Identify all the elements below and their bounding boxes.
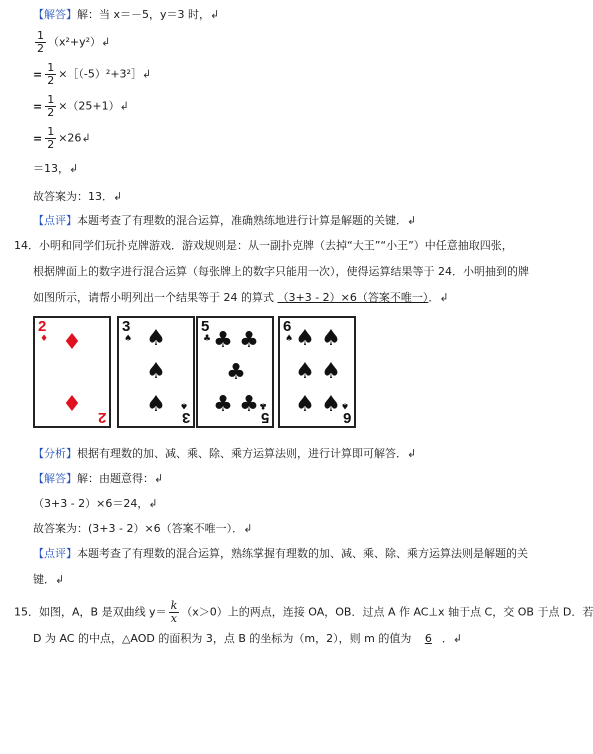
answer-14: 故答案为：(3+3 - 2）×6（答案不唯一）．↲ (33, 522, 253, 535)
comment-14-line-2: 键．↲ (33, 573, 65, 586)
answer-blank: 6 (424, 632, 432, 645)
analysis-tag: 【分析】 (33, 447, 77, 460)
club-icon: ♣ (213, 392, 233, 417)
question-14-line-1: 14．小明和同学们玩扑克牌游戏．游戏规则是：从一副扑克牌（去掉“大王”“小王”）中任意抽取四张， (14, 239, 513, 252)
answer-blank: （3+3 - 2）×6（答案不唯一） (277, 291, 429, 304)
club-icon: ♣ (239, 328, 259, 353)
club-icon: ♣ (213, 328, 233, 353)
solution-13-intro: 【解答】解：当 x＝－5，y＝3 时，↲ (33, 8, 220, 21)
question-14-line-2: 根据牌面上的数字进行混合运算（每张牌上的数字只能用一次），使得运算结果等于 24．小明抽到的牌 (33, 265, 529, 278)
fraction-k-over-x: $\frac{k}{x}$ (170, 599, 178, 625)
answer-13: 故答案为：13．↲ (33, 190, 123, 203)
comment-14-line-1: 【点评】本题考查了有理数的混合运算，熟练掌握有理数的加、减、乘、除、乘方运算法则是解题的关 (33, 547, 528, 560)
spade-icon: ♠ (295, 392, 315, 417)
club-icon: ♣ (226, 360, 246, 385)
fraction-half: $\frac{1}{2}$ (37, 29, 44, 55)
step-1: $\frac{1}{2}$ （x²+y²）↲ (37, 29, 111, 55)
club-icon: ♣ (239, 392, 259, 417)
comment-tag: 【点评】 (33, 214, 77, 227)
card-5-clubs: 5 ♣ ♣ ♣ ♣ ♣ ♣ 5 ♣ (196, 316, 274, 428)
spade-icon: ♠ (295, 326, 315, 351)
comment-tag: 【点评】 (33, 547, 77, 560)
spade-icon: ♠ (295, 359, 315, 384)
spade-icon: ♠ (321, 326, 341, 351)
comment-13: 【点评】本题考查了有理数的混合运算，准确熟练地进行计算是解题的关键．↲ (33, 214, 417, 227)
paragraph-mark: ↲ (210, 8, 220, 21)
diamond-icon: ♦ (62, 392, 82, 417)
diamond-icon: ♦ (62, 330, 82, 355)
spade-icon: ♠ (321, 359, 341, 384)
analysis-14: 【分析】根据有理数的加、减、乘、除、乘方运算法则，进行计算即可解答．↲ (33, 447, 417, 460)
answer-tag: 【解答】 (33, 472, 77, 485)
solution-14-intro: 【解答】解：由题意得：↲ (33, 472, 164, 485)
spade-icon: ♠ (146, 359, 166, 384)
solution-14-step: （3+3 - 2）×6＝24，↲ (33, 497, 158, 510)
step-result: ＝13，↲ (33, 162, 79, 175)
question-15-line-1: 15．如图，A，B 是双曲线 y＝ $\frac{k}{x}$ （x＞0）上的两点，连接 OA，OB．过点 A 作 AC⊥x 轴于点 C，交 OB 于点 D．若 (14, 599, 593, 625)
question-15-line-2: D 为 AC 的中点，△AOD 的面积为 3，点 B 的坐标为（m，2），则 m 的值为 6 ．↲ (33, 632, 463, 645)
spade-icon: ♠ (146, 392, 166, 417)
card-6-spades: 6 ♠ ♠ ♠ ♠ ♠ ♠ ♠ 6 ♠ (278, 316, 356, 428)
step-3: = $\frac{1}{2}$ ×（25+1）↲ (33, 93, 129, 119)
card-3-spades: 3 ♠ ♠ ♠ ♠ 3 ♠ (117, 316, 195, 428)
playing-cards-figure (33, 316, 366, 432)
card-2-diamonds: 2 ♦ ♦ ♦ 2 (33, 316, 111, 428)
spade-icon: ♠ (321, 392, 341, 417)
answer-tag: 【解答】 (33, 8, 77, 21)
step-2: = $\frac{1}{2}$ ×［（-5）²+3²］↲ (33, 61, 152, 87)
question-14-line-3: 如图所示，请帮小明列出一个结果等于 24 的算式 （3+3 - 2）×6（答案不唯一）．↲ (33, 291, 449, 304)
spade-icon: ♠ (146, 326, 166, 351)
step-4: = $\frac{1}{2}$ ×26↲ (33, 125, 91, 151)
